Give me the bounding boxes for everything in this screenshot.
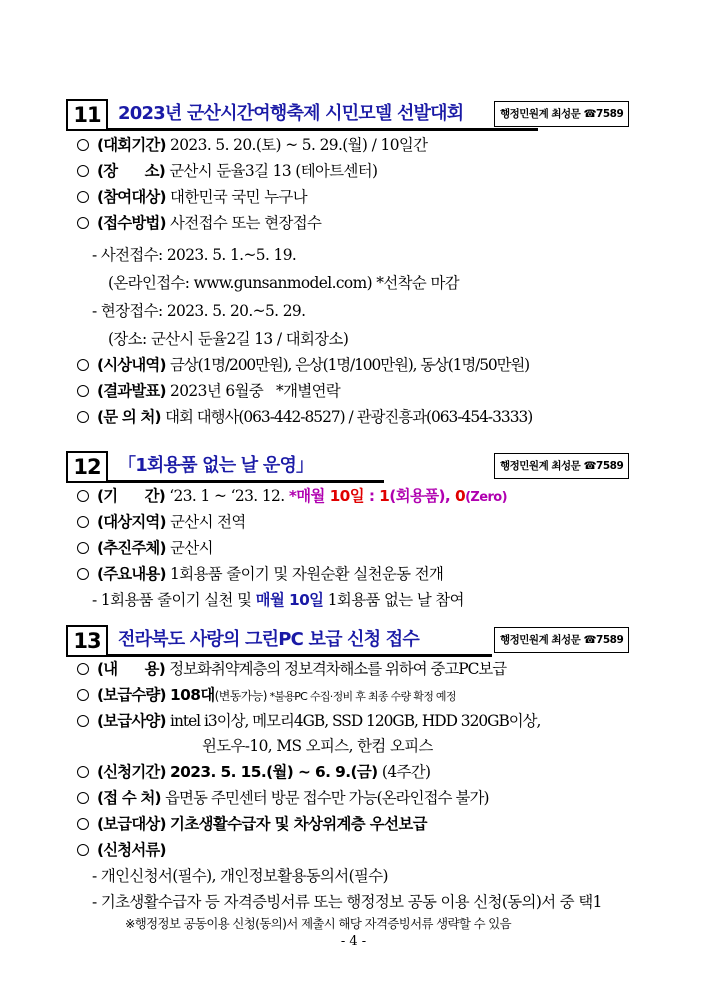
circle-bullet-icon <box>77 516 89 528</box>
circle-bullet-icon <box>77 217 89 229</box>
section-number: 11 <box>66 99 108 131</box>
s13-docs: (신청서류) <box>77 837 166 863</box>
department-contact: 행정민원계 최성문 ☎7589 <box>494 101 629 127</box>
s11-place: (장 소) 군산시 둔율3길 13 (테아트센터) <box>77 158 377 184</box>
section-title: 전라북도 사랑의 그린PC 보급 신청 접수 <box>118 629 419 650</box>
circle-bullet-icon <box>77 411 89 423</box>
circle-bullet-icon <box>77 715 89 727</box>
s11-pre-registration: - 사전접수: 2023. 5. 1.~5. 19. <box>92 246 297 264</box>
circle-bullet-icon <box>77 139 89 151</box>
circle-bullet-icon <box>77 818 89 830</box>
section-title: 「1회용품 없는 날 운영」 <box>118 455 314 476</box>
s12-content: (주요내용) 1회용품 줄이기 및 자원순환 실천운동 전개 <box>77 561 443 587</box>
circle-bullet-icon <box>77 490 89 502</box>
s13-doc-2: - 기초생활수급자 등 자격증빙서류 또는 행정정보 공동 이용 신청(동의)서 중 택1 <box>92 893 602 911</box>
circle-bullet-icon <box>77 568 89 580</box>
circle-bullet-icon <box>77 689 89 701</box>
s11-method: (접수방법) 사전접수 또는 현장접수 <box>77 210 321 236</box>
s11-period: (대회기간) 2023. 5. 20.(토) ~ 5. 29.(월) / 10일간 <box>77 132 427 158</box>
circle-bullet-icon <box>77 766 89 778</box>
section-12-header <box>66 451 641 483</box>
s13-apply-period: (신청기간) 2023. 5. 15.(월) ~ 6. 9.(금) (4주간) <box>77 759 430 785</box>
page-number: - 4 - <box>340 934 367 949</box>
s13-content: (내 용) 정보화취약계층의 정보격차해소를 위하여 중고PC보급 <box>77 656 506 682</box>
section-13-header <box>66 625 641 657</box>
s13-doc-note: ※행정정보 공동이용 신청(동의)서 제출시 해당 자격증빙서류 생략할 수 있음 <box>125 916 512 931</box>
s11-onsite-registration: - 현장접수: 2023. 5. 20.~5. 29. <box>92 302 306 320</box>
s11-prize: (시상내역) 금상(1명/200만원), 은상(1명/100만원), 동상(1명/50만원) <box>77 352 529 378</box>
circle-bullet-icon <box>77 844 89 856</box>
circle-bullet-icon <box>77 663 89 675</box>
title-underline <box>108 128 538 131</box>
s13-quantity: (보급수량) 108대(변동가능) *불용PC 수집·정비 후 최종 수량 확정 예정 <box>77 682 456 708</box>
s11-result: (결과발표) 2023년 6월중 *개별연락 <box>77 378 340 404</box>
circle-bullet-icon <box>77 792 89 804</box>
s13-spec-continued: 윈도우-10, MS 오피스, 한컴 오피스 <box>202 737 433 755</box>
section-number: 13 <box>66 625 108 657</box>
s11-onsite-detail: (장소: 군산시 둔율2길 13 / 대회장소) <box>108 330 349 348</box>
s11-contact: (문 의 처) 대회 대행사(063-442-8527) / 관광진흥과(063-454-3333) <box>77 404 532 430</box>
circle-bullet-icon <box>77 191 89 203</box>
s11-pre-detail: (온라인접수: www.gunsanmodel.com) *선착순 마감 <box>108 274 460 292</box>
s11-target: (참여대상) 대한민국 국민 누구나 <box>77 184 307 210</box>
department-contact: 행정민원계 최성문 ☎7589 <box>494 453 629 479</box>
s12-content-detail: - 1회용품 줄이기 실천 및 매월 10일 1회용품 없는 날 참여 <box>92 591 464 609</box>
department-contact: 행정민원계 최성문 ☎7589 <box>494 627 629 653</box>
section-title: 2023년 군산시간여행축제 시민모델 선발대회 <box>118 103 464 124</box>
circle-bullet-icon <box>77 165 89 177</box>
s12-area: (대상지역) 군산시 전역 <box>77 509 246 535</box>
s13-where: (접 수 처) 읍면동 주민센터 방문 접수만 가능(온라인접수 불가) <box>77 785 489 811</box>
circle-bullet-icon <box>77 542 89 554</box>
s13-spec: (보급사양) intel i3이상, 메모리4GB, SSD 120GB, HDD 320GB이상, <box>77 708 540 734</box>
s13-doc-1: - 개인신청서(필수), 개인정보활용동의서(필수) <box>92 867 388 885</box>
circle-bullet-icon <box>77 385 89 397</box>
circle-bullet-icon <box>77 359 89 371</box>
s12-host: (추진주체) 군산시 <box>77 535 213 561</box>
section-number: 12 <box>66 451 108 483</box>
section-11-header <box>66 99 641 131</box>
s12-period: (기 간) ‘23. 1 ~ ‘23. 12. *매월 10일 : 1(회용품), 0(Zero) <box>77 483 507 509</box>
s13-who: (보급대상) 기초생활수급자 및 차상위계층 우선보급 <box>77 811 427 837</box>
